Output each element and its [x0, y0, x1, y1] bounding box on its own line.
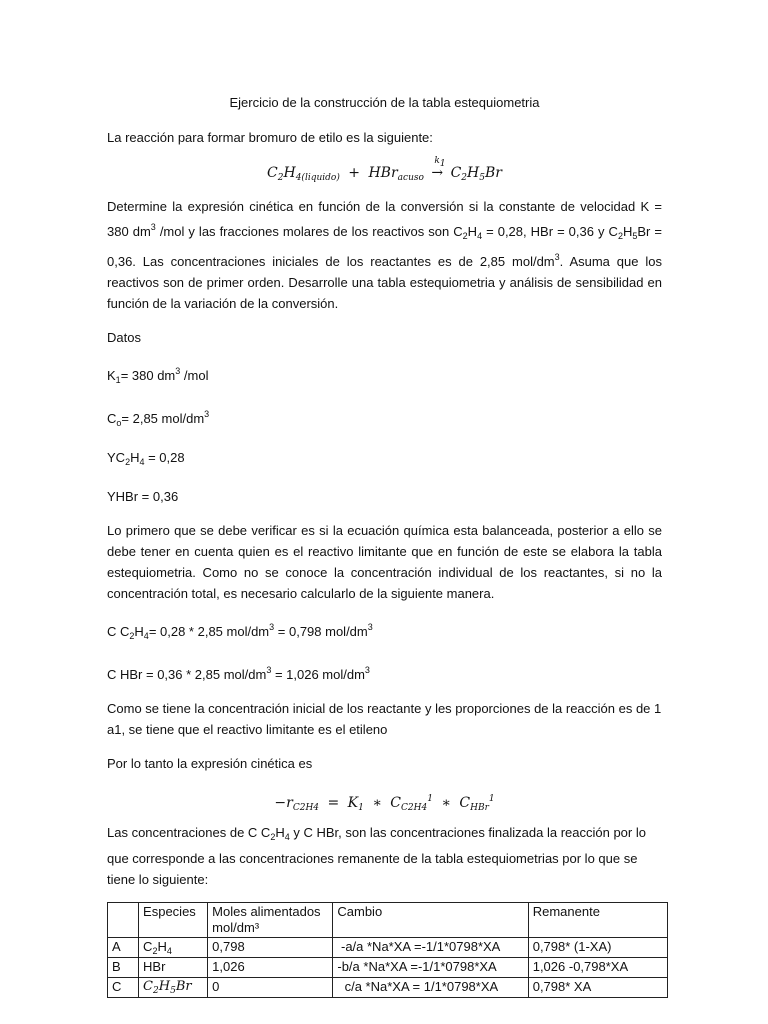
paragraph-kinetic-intro: Por lo tanto la expresión cinética es [107, 756, 313, 771]
problem-statement: Determine la expresión cinética en función de la conversión si la constante de velocidad K = 380 $dm^3$ /mol y las fracciones molares de los reactivos son $C_2H_4 = 0,28$, HBr = 0,36 y $C_2H_5Br = 0,36$. Las concentraciones iniciales de los reactantes es de 2,85 mol/$dm^3$. Asuma que los reactivos son de primer orden. Desarrolle una tabla estequiometria y análisis de sensibilidad en función de la variación de la conversión. [107, 199, 663, 311]
row-change: c/a *Na*XA = 1/1*0798*XA [333, 978, 528, 998]
calc-c-c2h4: C $C_2H_4= 0,28 * 2,85$ mol/$dm^3 = 0,798$ mol/$dm^3$ [107, 622, 373, 641]
eq-h: H [467, 165, 480, 181]
table-header-cell: Especies [139, 903, 208, 938]
paragraph-balance: Lo primero que se debe verificar es si la ecuación química esta balanceada, posterior a ello se debe tener en cuenta quien es el reactivo limitante que en función de este se elabora la tabla estequiometria. Como no se conoce la concentración individual de los reactantes, si no la concentración total, es necesario calcularlo de la siguiente manera. [107, 523, 662, 601]
datos-c0: $C_o= 2,85$ mol/$dm^3$ [107, 409, 210, 428]
eq-sub: 5 [479, 173, 485, 183]
row-id: B [108, 958, 139, 978]
reaction-equation [107, 156, 662, 186]
table-row [108, 938, 668, 958]
eq-sub: 2 [277, 173, 284, 183]
paragraph-limiting: Como se tiene la concentración inicial de los reactante y les proporciones de la reacción es de 1 a1, se tiene que el reactivo limitante es el etileno [107, 701, 662, 737]
table-header-cell [108, 903, 139, 938]
datos-yc2h4: $YC_2H_4 = 0,28$ [107, 450, 185, 467]
document-content [107, 92, 662, 998]
eq-sub: acuso [397, 173, 424, 183]
row-remaining: 0,798* XA [528, 978, 667, 998]
row-change: -b/a *Na*XA =-1/1*0798*XA [333, 958, 528, 978]
eq-sub: 2 [461, 173, 468, 183]
eq-br: Br [484, 165, 502, 181]
eq-hbr: HBr [368, 165, 398, 181]
kinetic-equation: $-r_{C2H4} = K_1$ ∗ $C_{C2H4}^1$ ∗ $C_{HBr}^1$ [274, 794, 495, 813]
stoichiometry-table [107, 902, 668, 998]
row-change: -a/a *Na*XA =-1/1*0798*XA [333, 938, 528, 958]
reaction-arrow: k1 → [428, 160, 446, 186]
row-remaining: 1,026 -0,798*XA [528, 958, 667, 978]
row-fed: 1,026 [208, 958, 333, 978]
table-header-cell: Moles alimentados mol/dm³ [208, 903, 333, 938]
table-header-cell: Cambio [333, 903, 528, 938]
eq-c: C [267, 165, 278, 181]
table-header-row [108, 903, 668, 938]
intro-text: La reacción para formar bromuro de etilo es la siguiente: [107, 130, 433, 145]
paragraph-concentrations: Las concentraciones de C $C_2H_4$ y C HBr, son las concentraciones finalizada la reacción por lo que corresponde a las concentraciones remanente de la tabla estequiometrias por lo que se tiene lo siguiente: [107, 825, 646, 887]
row-species: HBr [139, 958, 208, 978]
row-species: $C_2H_4$ [139, 938, 208, 958]
row-remaining: 0,798* (1-XA) [528, 938, 667, 958]
rate-constant-label: k1 [434, 156, 446, 169]
datos-heading: Datos [107, 330, 141, 345]
row-id: A [108, 938, 139, 958]
datos-yhbr: YHBr = 0,36 [107, 489, 179, 504]
eq-sub: 4(liquido) [295, 173, 340, 183]
row-species: $C_2H_5Br$ [139, 978, 208, 998]
eq-h: H [283, 165, 296, 181]
eq-c: C [450, 165, 462, 181]
row-fed: 0 [208, 978, 333, 998]
eq-plus: + [348, 165, 361, 181]
datos-k1: $K_1= 380$ $dm^3$ /mol [107, 366, 209, 385]
row-id: C [108, 978, 139, 998]
table-row [108, 978, 668, 998]
table-row [108, 958, 668, 978]
document-title: Ejercicio de la construcción de la tabla estequiometria [229, 95, 540, 110]
row-fed: 0,798 [208, 938, 333, 958]
table-header-cell: Remanente [528, 903, 667, 938]
calc-c-hbr: C HBr = 0,36 * 2,85 mol/$dm^3 = 1,026$ mol/$dm^3$ [107, 665, 370, 682]
